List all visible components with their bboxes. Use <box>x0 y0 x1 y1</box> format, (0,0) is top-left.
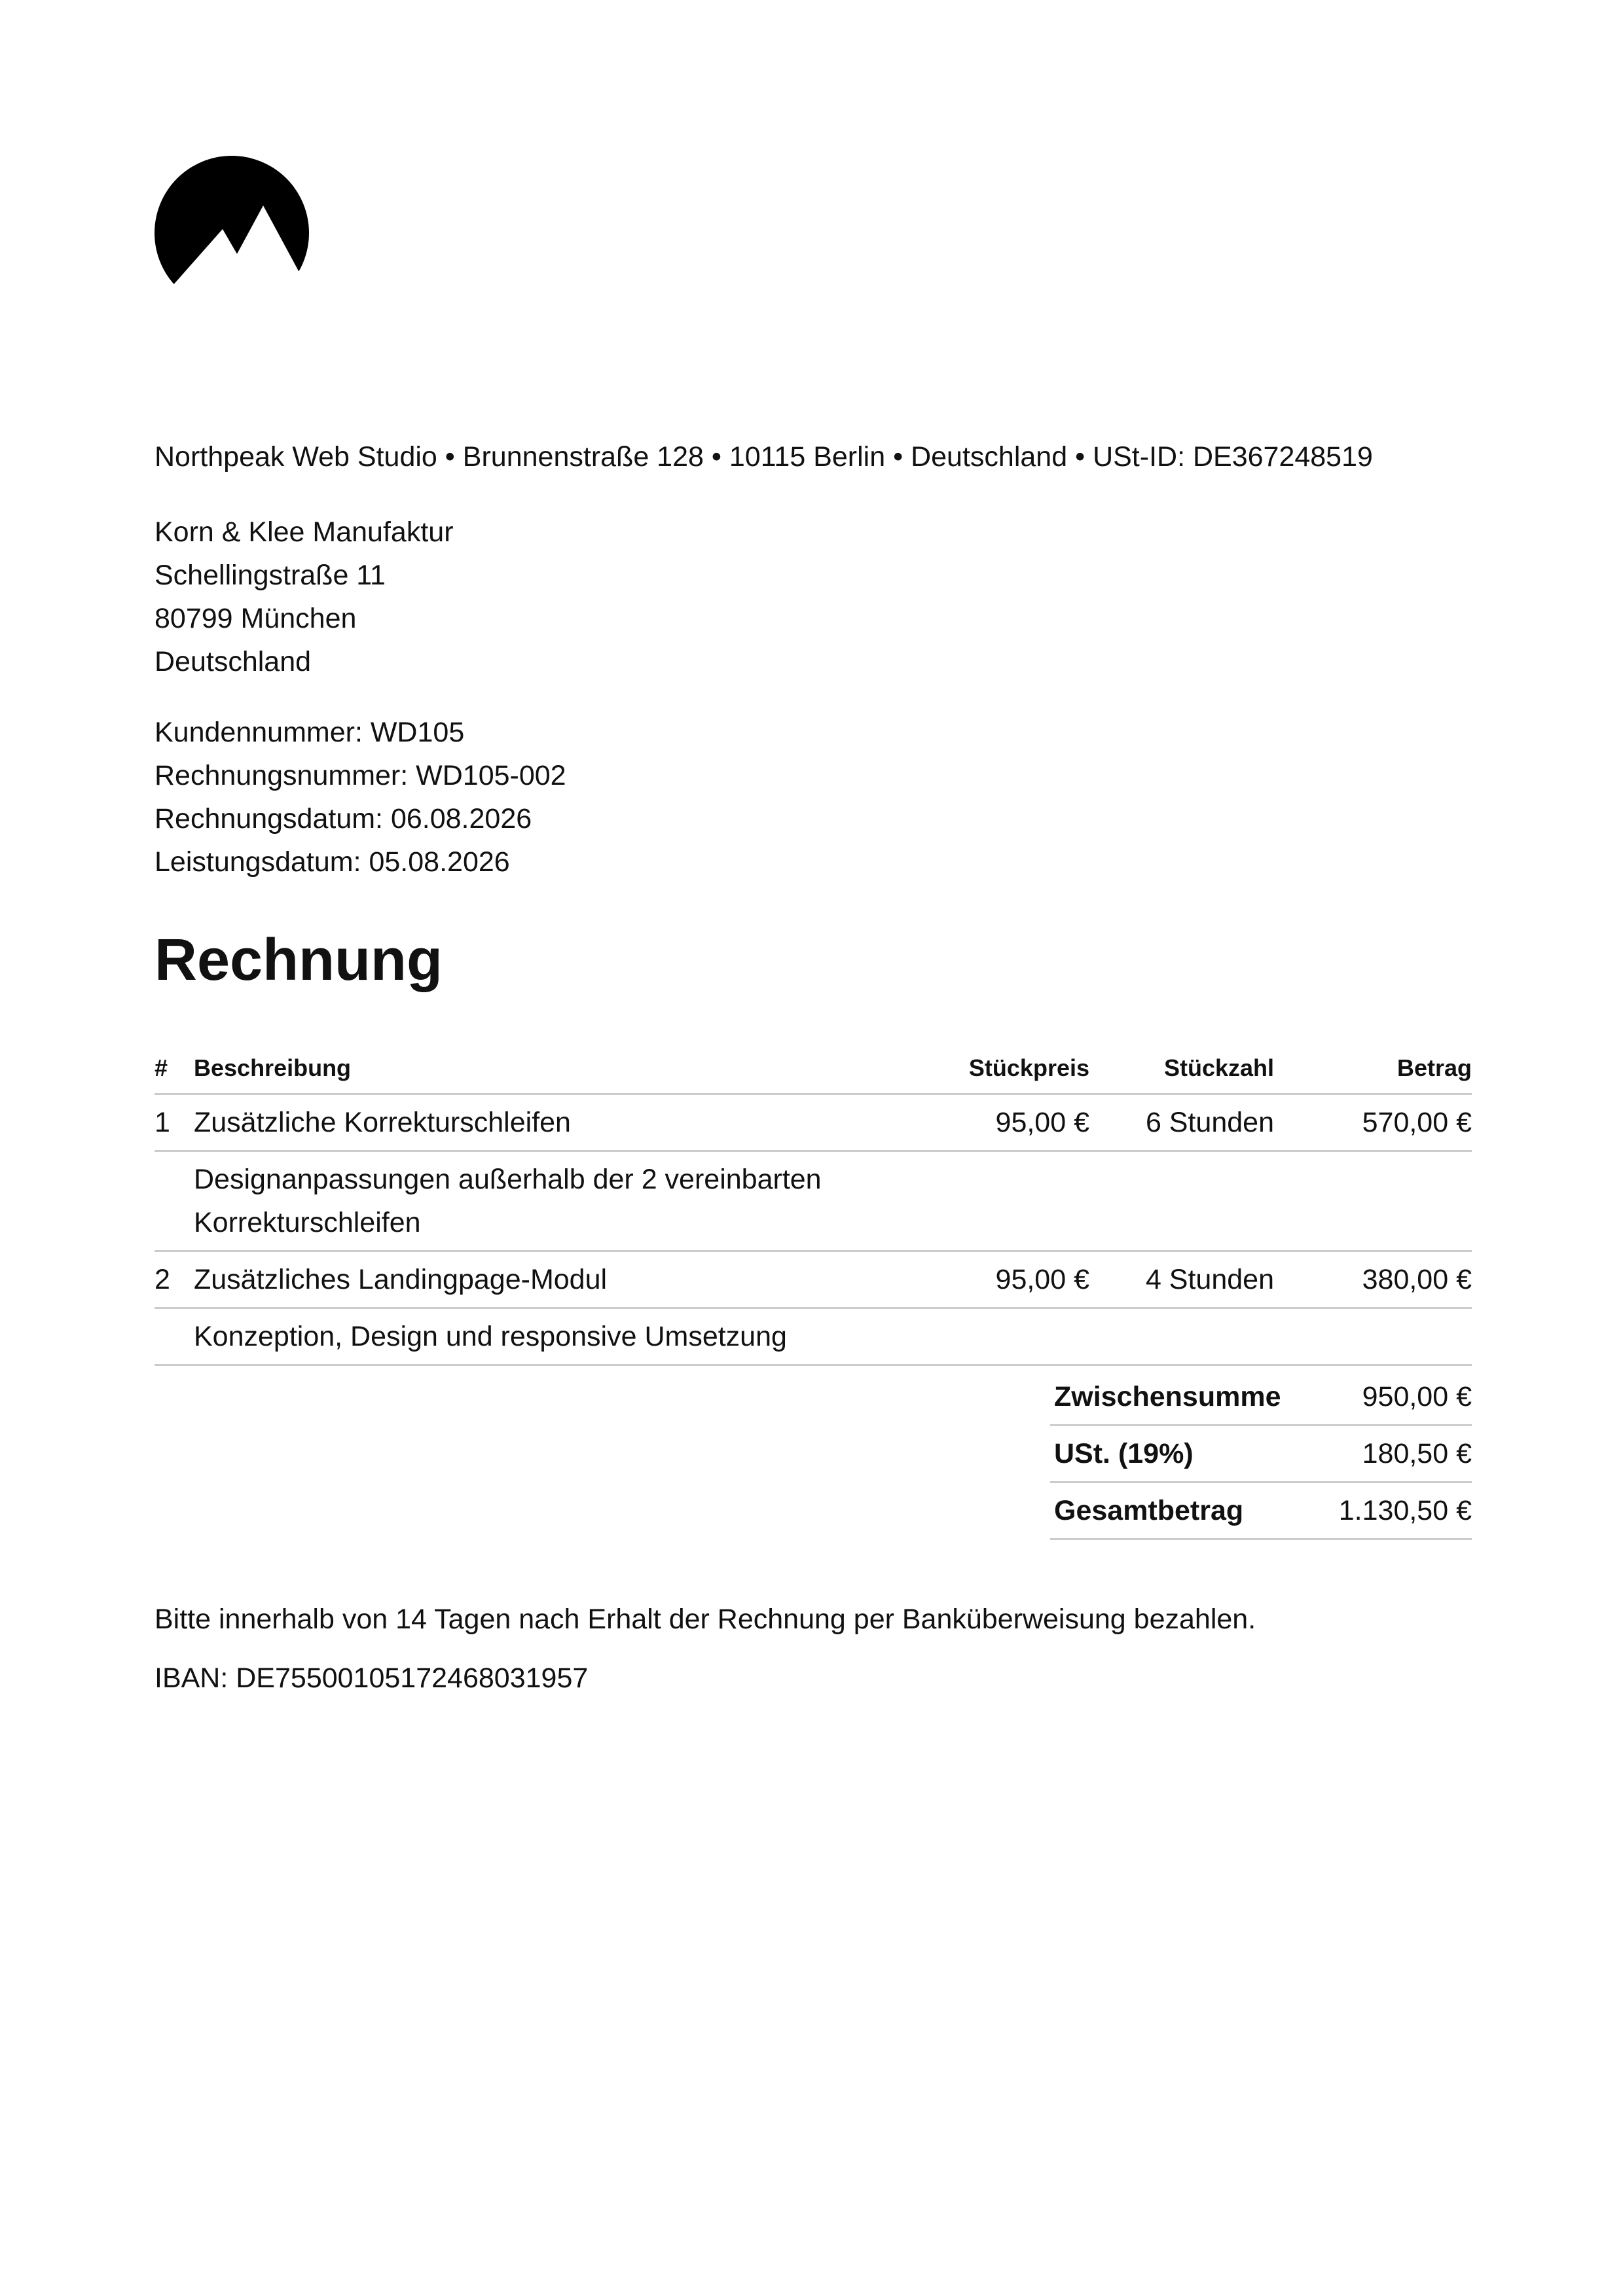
subtotal-value: 950,00 € <box>1317 1369 1472 1426</box>
item-num: 1 <box>155 1094 194 1151</box>
item-unit-price: 95,00 € <box>875 1251 1089 1308</box>
service-date: Leistungsdatum: 05.08.2026 <box>155 846 510 878</box>
recipient-street: Schellingstraße 11 <box>155 560 386 591</box>
total-label: Gesamtbetrag <box>1050 1482 1317 1539</box>
invoice-date: Rechnungsdatum: 06.08.2026 <box>155 803 532 834</box>
item-detail-line: Designanpassungen außerhalb der 2 vereinbarten <box>194 1164 822 1195</box>
item-num: 2 <box>155 1251 194 1308</box>
subtotal-row <box>1050 1369 1472 1426</box>
item-quantity: 4 Stunden <box>1089 1251 1274 1308</box>
totals-table <box>1050 1369 1472 1540</box>
iban: IBAN: DE75500105172468031957 <box>155 1662 589 1694</box>
recipient-city: 80799 München <box>155 603 357 634</box>
header-quantity: Stückzahl <box>1089 1043 1274 1094</box>
table-row <box>155 1251 1472 1308</box>
vat-label: USt. (19%) <box>1050 1426 1317 1482</box>
vat-value: 180,50 € <box>1317 1426 1472 1482</box>
item-detail-line: Korrekturschleifen <box>194 1207 421 1238</box>
item-unit-price: 95,00 € <box>875 1094 1089 1151</box>
recipient-address <box>155 511 454 683</box>
page-title: Rechnung <box>155 927 443 993</box>
total-value: 1.130,50 € <box>1317 1482 1472 1539</box>
item-description: Zusätzliches Landingpage-Modul <box>194 1251 875 1308</box>
table-detail-row <box>155 1151 1472 1251</box>
invoice-number: Rechnungsnummer: WD105-002 <box>155 760 566 791</box>
table-header-row <box>155 1043 1472 1094</box>
vat-row <box>1050 1426 1472 1482</box>
item-detail <box>194 1308 875 1365</box>
mountain-circle-logo-icon <box>155 156 309 287</box>
table-row <box>155 1094 1472 1151</box>
customer-number: Kundennummer: WD105 <box>155 717 465 748</box>
line-items-table <box>155 1043 1472 1366</box>
header-num: # <box>155 1043 194 1094</box>
header-unit-price: Stückpreis <box>875 1043 1089 1094</box>
sender-address-line: Northpeak Web Studio • Brunnenstraße 128 • 10115 Berlin • Deutschland • USt-ID: DE367248519 <box>155 441 1373 473</box>
recipient-country: Deutschland <box>155 646 312 677</box>
recipient-name: Korn & Klee Manufaktur <box>155 516 454 548</box>
item-detail <box>194 1151 875 1251</box>
item-amount: 570,00 € <box>1274 1094 1472 1151</box>
item-amount: 380,00 € <box>1274 1251 1472 1308</box>
table-detail-row <box>155 1308 1472 1365</box>
payment-note: Bitte innerhalb von 14 Tagen nach Erhalt der Rechnung per Banküberweisung bezahlen. <box>155 1604 1256 1635</box>
item-quantity: 6 Stunden <box>1089 1094 1274 1151</box>
subtotal-label: Zwischensumme <box>1050 1369 1317 1426</box>
item-description: Zusätzliche Korrekturschleifen <box>194 1094 875 1151</box>
total-row <box>1050 1482 1472 1539</box>
item-detail-line: Konzeption, Design und responsive Umsetzung <box>194 1321 787 1352</box>
invoice-meta <box>155 711 566 884</box>
header-amount: Betrag <box>1274 1043 1472 1094</box>
header-description: Beschreibung <box>194 1043 875 1094</box>
